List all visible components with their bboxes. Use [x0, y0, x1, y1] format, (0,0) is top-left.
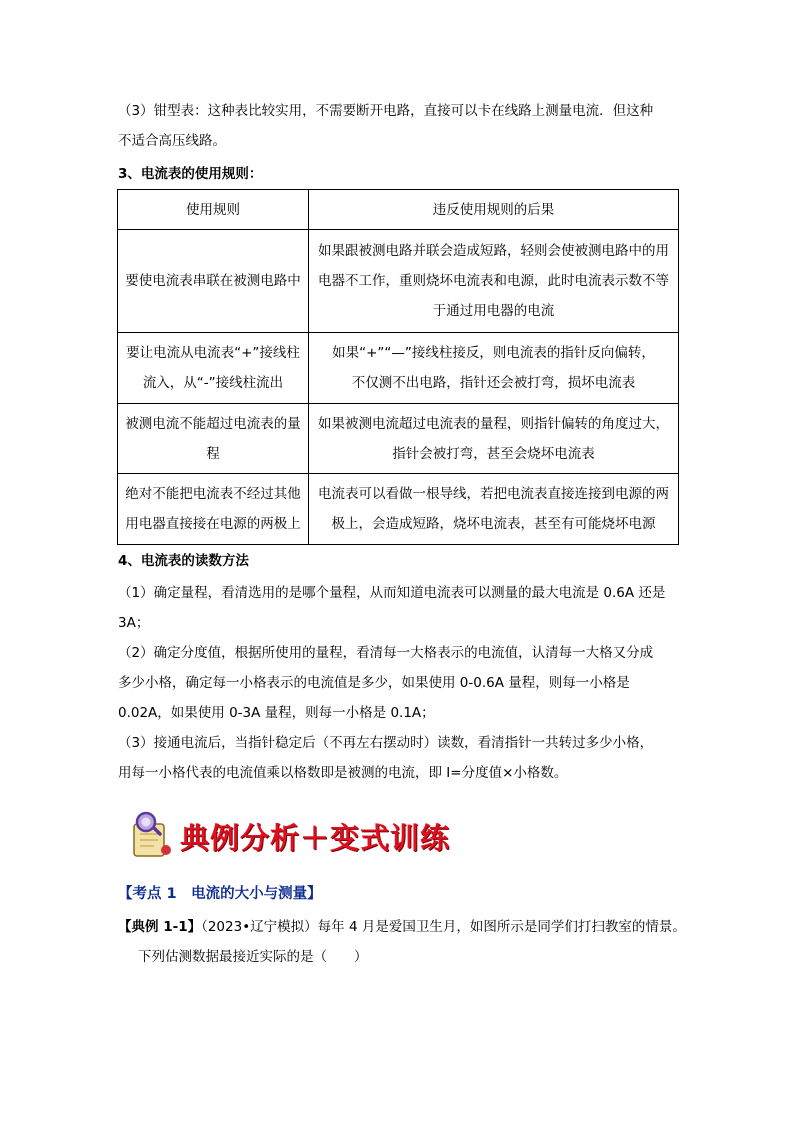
reading-steps	[118, 578, 678, 788]
rule-cell	[118, 333, 309, 404]
table-row	[118, 404, 679, 474]
example-label: 【典例 1-1】	[118, 919, 202, 935]
clamp-meter-paragraph	[118, 96, 678, 156]
consequence-cell	[309, 230, 679, 333]
consequence-text: 电器不工作，重则烧坏电流表和电源，此时电流表示数不等	[318, 273, 669, 289]
consequence-text: 不仅测不出电路，指针还会被打弯，损坏电流表	[351, 375, 636, 391]
rule-text: 绝对不能把电流表不经过其他	[125, 486, 301, 502]
example-line-2: 下列估测数据最接近实际的是（ ）	[138, 949, 368, 965]
consequence-cell	[309, 474, 679, 545]
section-banner	[128, 810, 468, 860]
rule-text: 要使电流表串联在被测电路中	[125, 273, 301, 289]
clamp-meter-line-1: （3）钳型表：这种表比较实用，不需要断开电路，直接可以卡在线路上测量电流．但这种	[118, 103, 654, 119]
consequence-text: 如果“+”“—”接线柱接反，则电流表的指针反向偏转，	[332, 345, 655, 361]
rules-heading: 3、电流表的使用规则：	[118, 166, 263, 182]
table-row	[118, 474, 679, 545]
consequence-text: 于通过用电器的电流	[432, 303, 555, 319]
magnifier-scroll-icon	[128, 810, 176, 860]
rule-text: 流入，从“-”接线柱流出	[142, 375, 284, 391]
reading-step-2-line-2: 多少小格，确定每一小格表示的电流值是多少，如果使用 0-0.6A 量程，则每一小格是	[118, 675, 630, 691]
rule-text: 程	[206, 445, 220, 462]
consequence-text: 如果跟被测电路并联会造成短路，轻则会使被测电路中的用	[318, 243, 669, 259]
consequence-cell	[309, 404, 679, 474]
table-row	[118, 333, 679, 404]
consequence-text: 指针会被打弯，甚至会烧坏电流表	[392, 445, 595, 462]
reading-step-2-line-3: 0.02A，如果使用 0-3A 量程，则每一小格是 0.1A；	[118, 705, 435, 721]
table-header-row	[118, 190, 679, 230]
reading-step-3-line-1: （3）接通电流后，当指针稳定后（不再左右摆动时）读数，看清指针一共转过多少小格，	[118, 735, 654, 751]
reading-step-1-line-2: 3A；	[118, 615, 150, 631]
rule-cell	[118, 230, 309, 333]
consequence-text: 极上，会造成短路，烧坏电流表，甚至有可能烧坏电源	[331, 516, 656, 532]
example-line-1	[118, 912, 698, 942]
rule-text: 用电器直接接在电源的两极上	[125, 516, 301, 532]
consequence-text: 电流表可以看做一根导线，若把电流表直接连接到电源的两	[318, 486, 669, 502]
header-rule: 使用规则	[118, 190, 309, 230]
reading-step-2-line-1: （2）确定分度值，根据所使用的量程，看清每一大格表示的电流值，认清每一大格又分成	[118, 645, 654, 661]
topic-heading: 【考点 1 电流的大小与测量】	[118, 886, 322, 902]
reading-step-1-line-1: （1）确定量程，看清选用的是哪个量程，从而知道电流表可以测量的最大电流是 0.6A 还是	[118, 585, 666, 601]
rule-cell	[118, 474, 309, 545]
clamp-meter-line-2: 不适合高压线路。	[118, 133, 226, 149]
reading-step-3-line-2: 用每一小格代表的电流值乘以格数即是被测的电流，即 I=分度值×小格数。	[118, 765, 568, 781]
banner-title: 典例分析＋变式训练	[180, 821, 451, 855]
header-consequence: 违反使用规则的后果	[309, 190, 679, 230]
reading-heading: 4、电流表的读数方法	[118, 553, 249, 569]
rule-text: 被测电流不能超过电流表的量	[125, 415, 301, 432]
usage-rules-table	[117, 189, 679, 545]
consequence-text: 如果被测电流超过电流表的量程，则指针偏转的角度过大，	[318, 415, 669, 432]
table-row	[118, 230, 679, 333]
example-problem	[118, 912, 698, 972]
example-source: （2023•辽宁模拟）	[201, 919, 318, 935]
consequence-cell	[309, 333, 679, 404]
rule-cell	[118, 404, 309, 474]
example-text: 每年 4 月是爱国卫生月，如图所示是同学们打扫教室的情景。	[317, 919, 686, 935]
rule-text: 要让电流从电流表“+”接线柱	[126, 345, 300, 361]
